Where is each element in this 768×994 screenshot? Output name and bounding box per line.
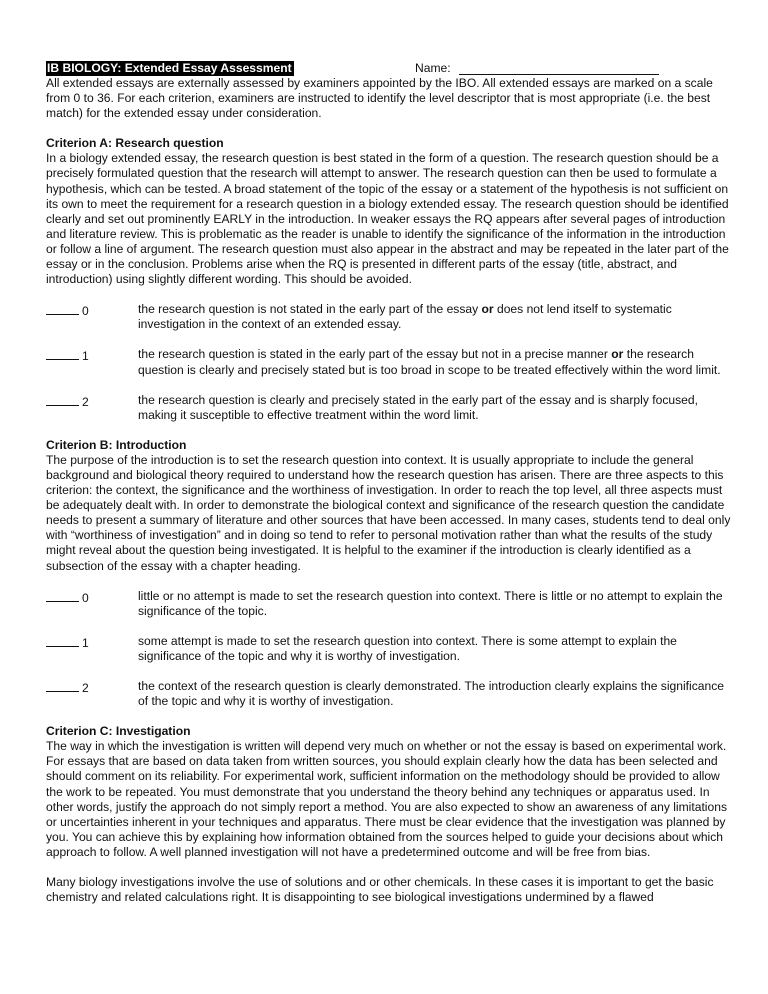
document-header [46, 61, 736, 76]
criterion-b-description: The purpose of the introduction is to set the research question into context. It is usually appropriate to include the general background and biological theory required to understand how the research question has arisen. There are three aspects to this criterion: the context, the significance and the worthiness of investigation. In order to reach the top level, all three aspects must be adequately dealt with. In order to demonstrate the biological context and significance of the research question the candidate needs to present a summary of literature and other sources that have been accessed. In many cases, students tend to deal only with “worthiness of investigation” and in doing so tend to refer to personal motivation rather than what the results of the study might reveal about the question being investigated. It is helpful to the examiner if the introduction is clearly identified as a subsection of the essay with a chapter heading. [46, 452, 731, 573]
level-descriptor [138, 634, 736, 664]
descriptor-text: the context of the research question is clearly demonstrated. The introduction clearly explains the significance of the topic and why it is worthy of investigation. [138, 679, 724, 709]
criterion-a-description: In a biology extended essay, the research question is best stated in the form of a question. The research question should be a precisely formulated question that the research will attempt to answer. The research question can then be used to formulate a hypothesis, which can be tested. A broad statement of the topic of the essay or a statement of the hypothesis is not sufficient on its own to meet the requirement for a research question in a biology extended essay. The research question should be identified clearly and set out prominently EARLY in the introduction. In weaker essays the RQ appears after several pages of introduction and literature review. This is problematic as the reader is unable to identify the significance of the information in the introduction or follow a line of argument. The research question must also appear in the abstract and may be repeated in the later part of the essay or in the conclusion. Problems arise when the RQ is presented in different parts of the essay (title, abstract, and introduction) using slightly different wording. This should be avoided. [46, 151, 729, 287]
score-mark [46, 393, 138, 423]
criterion-c-section [46, 724, 736, 905]
criterion-b-section [46, 438, 736, 709]
criterion-c-description-continued: Many biology investigations involve the use of solutions and or other chemicals. In these cases it is important to get the basic chemistry and related calculations right. It is disappointing to see biological investigations undermined by a flawed [46, 875, 714, 905]
level-descriptor [138, 347, 736, 377]
criterion-b-heading: Criterion B: Introduction [46, 437, 187, 452]
level-descriptor [138, 393, 736, 423]
score-mark [46, 634, 138, 664]
document-title: IB BIOLOGY: Extended Essay Assessment [47, 61, 292, 75]
score-value: 1 [82, 635, 89, 650]
score-value: 2 [82, 681, 89, 695]
descriptor-text: some attempt is made to set the research question into context. There is some attempt to explain the significance of the topic and why it is worthy of investigation. [138, 633, 677, 663]
score-mark [46, 679, 138, 709]
descriptor-emphasis: or [481, 302, 494, 317]
criterion-a-level-1 [46, 347, 736, 377]
criterion-a-section [46, 136, 736, 423]
descriptor-text: little or no attempt is made to set the research question into context. There is little or no attempt to explain the significance of the topic. [138, 588, 723, 618]
intro-paragraph: All extended essays are externally assessed by examiners appointed by the IBO. All extended essays are marked on a scale from 0 to 36. For each criterion, examiners are instructed to identify the level descriptor that is most appropriate (i.e. the best match) for the extended essay under consideration. [46, 76, 713, 121]
descriptor-text: the research question is clearly and precisely stated but is too broad in scope to be treated effectively within the word limit. [138, 347, 721, 377]
criterion-a-level-2 [46, 393, 736, 423]
score-blank-line[interactable] [46, 589, 79, 602]
score-value: 0 [82, 590, 89, 605]
criterion-a-level-0 [46, 302, 736, 332]
criterion-c-description: The way in which the investigation is written will depend very much on whether or not the essay is based on experimental work. For essays that are based on data taken from written sources, you should explain clearly how the data has been selected and should comment on its reliability. For experimental work, sufficient information on the methodology should be provided to allow the work to be repeated. You must demonstrate that you understand the theory behind any techniques or apparatus used. In other words, justify the approach do not simply report a method. You are also expected to show an awareness of any limitations or uncertainties inherent in your techniques and apparatus. There must be clear evidence that the investigation was planned by you. You can achieve this by explaining how information obtained from the sources helped to guide your decisions about which approach to follow. A well planned investigation will not have a predetermined outcome and will be free from bias. [46, 739, 727, 859]
criterion-b-level-0 [46, 589, 736, 619]
level-descriptor [138, 679, 736, 709]
criterion-b-level-1 [46, 634, 736, 664]
score-mark [46, 302, 138, 332]
score-blank-line[interactable] [46, 634, 79, 647]
descriptor-emphasis: or [611, 347, 624, 362]
score-blank-line[interactable] [46, 347, 79, 360]
score-value: 1 [82, 349, 89, 364]
criterion-a-heading: Criterion A: Research question [46, 136, 224, 151]
name-field-line[interactable] [459, 74, 659, 75]
score-mark [46, 589, 138, 619]
score-value: 0 [82, 304, 89, 319]
score-blank-line[interactable] [46, 679, 79, 692]
score-blank-line[interactable] [46, 302, 79, 315]
descriptor-text: the research question is not stated in the early part of the essay [138, 302, 482, 317]
score-blank-line[interactable] [46, 393, 79, 406]
name-label: Name: [415, 61, 451, 75]
level-descriptor [138, 589, 736, 619]
level-descriptor [138, 302, 736, 332]
descriptor-text: does not lend itself to systematic investigation in the context of an extended essay. [138, 302, 672, 332]
descriptor-text: the research question is clearly and precisely stated in the early part of the essay and is sharply focused, making it susceptible to effective treatment within the word limit. [138, 392, 698, 422]
score-mark [46, 347, 138, 377]
score-value: 2 [82, 394, 89, 409]
criterion-c-heading: Criterion C: Investigation [46, 724, 191, 739]
assessment-document [46, 61, 736, 905]
criterion-b-level-2 [46, 679, 736, 709]
descriptor-text: the research question is stated in the early part of the essay but not in a precise manner [138, 347, 612, 362]
